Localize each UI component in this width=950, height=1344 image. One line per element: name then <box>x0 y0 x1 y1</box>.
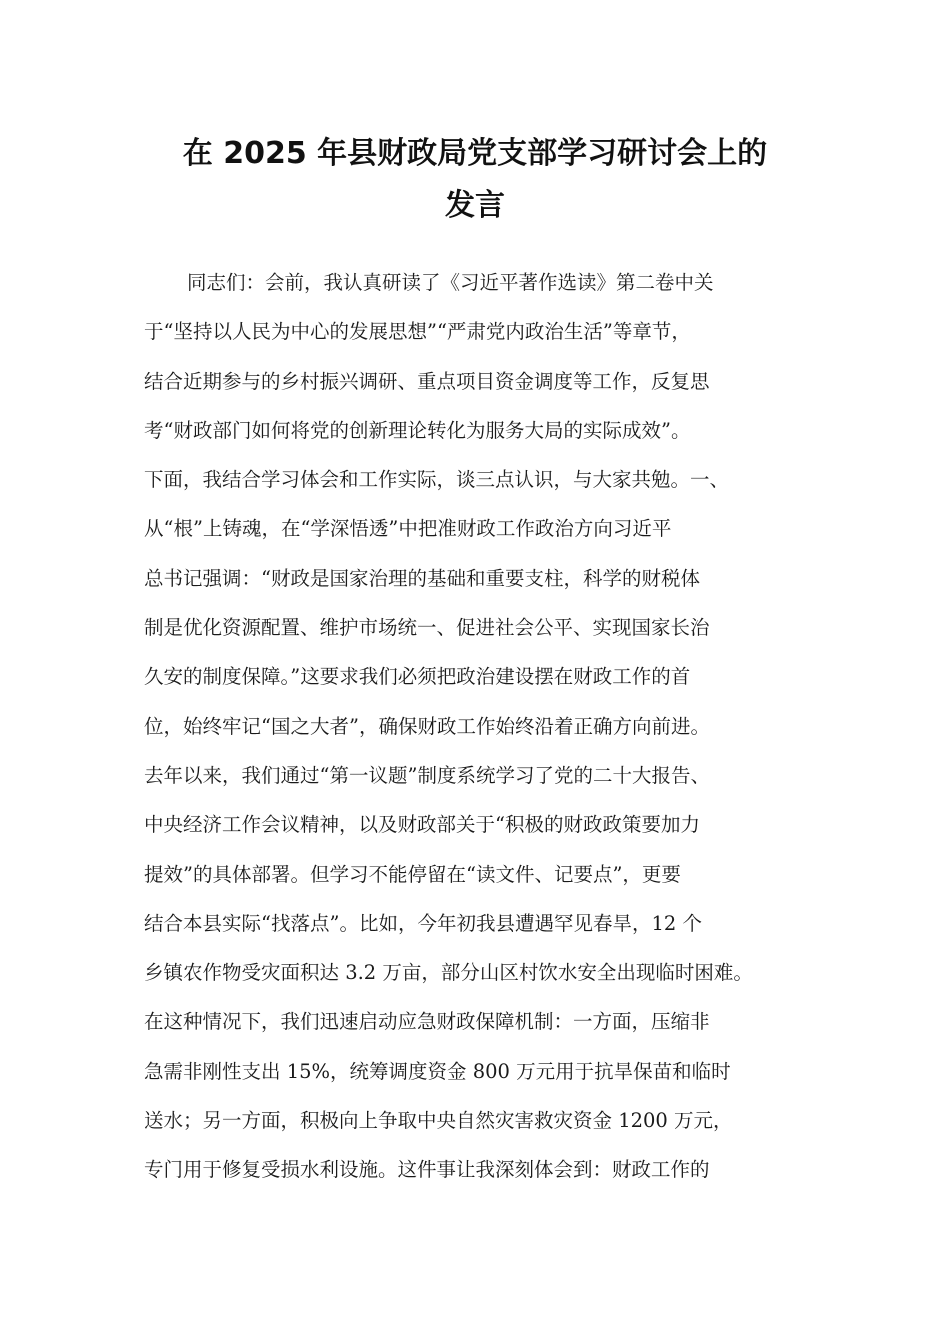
body-line: 考“财政部门如何将党的创新理论转化为服务大局的实际成效”。 <box>144 418 691 442</box>
body-line: 同志们：会前，我认真研读了《习近平著作选读》第二卷中关 <box>187 271 714 294</box>
title-line-1: 在 2025 年县财政局党支部学习研讨会上的 <box>182 136 768 171</box>
body-line: 送水；另一方面，积极向上争取中央自然灾害救灾资金 1200 万元， <box>144 1109 733 1133</box>
speech-body <box>144 258 834 1195</box>
body-line: 久安的制度保障。”这要求我们必须把政治建设摆在财政工作的首 <box>144 665 691 689</box>
page-title <box>130 128 820 232</box>
body-line: 乡镇农作物受灾面积达 3.2 万亩，部分山区村饮水安全出现临时困难。 <box>144 961 753 985</box>
body-line: 结合本县实际“找落点”。比如，今年初我县遭遇罕见春旱，12 个 <box>144 911 702 935</box>
body-line: 从“根”上铸魂，在“学深悟透”中把准财政工作政治方向习近平 <box>144 517 672 541</box>
body-line: 于“坚持以人民为中心的发展思想”“严肃党内政治生活”等章节， <box>144 320 691 344</box>
body-line: 在这种情况下，我们迅速启动应急财政保障机制：一方面，压缩非 <box>144 1010 710 1034</box>
body-line: 去年以来，我们通过“第一议题”制度系统学习了党的二十大报告、 <box>144 763 710 787</box>
body-line: 结合近期参与的乡村振兴调研、重点项目资金调度等工作，反复思 <box>144 369 710 393</box>
body-line: 急需非刚性支出 15%，统筹调度资金 800 万元用于抗旱保苗和临时 <box>144 1059 731 1083</box>
body-line: 制是优化资源配置、维护市场统一、促进社会公平、实现国家长治 <box>144 616 710 640</box>
body-line: 专门用于修复受损水利设施。这件事让我深刻体会到：财政工作的 <box>144 1158 710 1182</box>
body-line: 提效”的具体部署。但学习不能停留在“读文件、记要点”，更要 <box>144 862 681 886</box>
body-line: 总书记强调：“财政是国家治理的基础和重要支柱，科学的财税体 <box>144 566 700 590</box>
body-line: 下面，我结合学习体会和工作实际，谈三点认识，与大家共勉。一、 <box>144 468 730 492</box>
body-line: 位，始终牢记“国之大者”，确保财政工作始终沿着正确方向前进。 <box>144 714 710 738</box>
title-line-2: 发言 <box>445 188 505 223</box>
body-line: 中央经济工作会议精神，以及财政部关于“积极的财政政策要加力 <box>144 813 700 837</box>
